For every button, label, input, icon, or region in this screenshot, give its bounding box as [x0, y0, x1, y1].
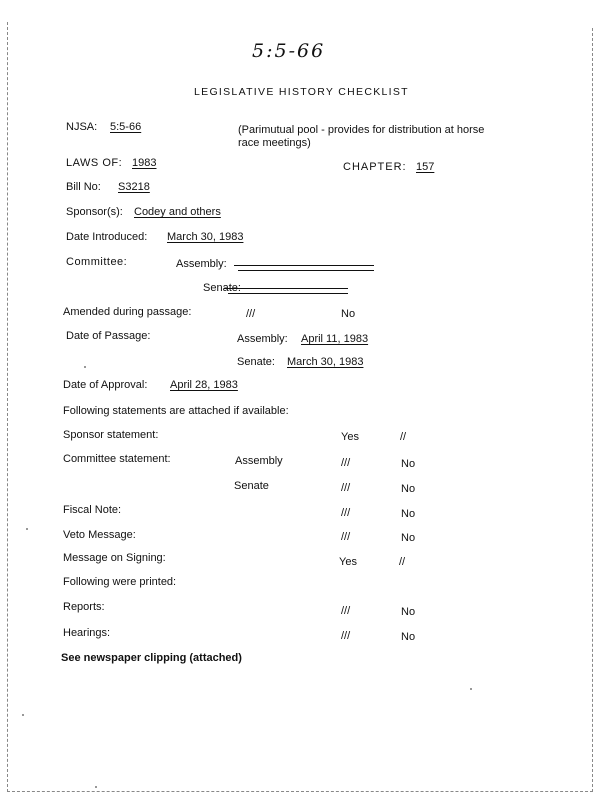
committee-assembly-blank-underline [238, 270, 374, 271]
hearings-label: Hearings: [63, 627, 111, 639]
sponsor-statement-label: Sponsor statement: [63, 429, 159, 441]
veto-message-yes-mark: /// [341, 531, 351, 543]
amended-label: Amended during passage: [63, 306, 192, 318]
veto-message-no: No [401, 532, 416, 544]
committee-senate-blank-underline [228, 293, 348, 294]
committee-label: Committee: [66, 256, 128, 268]
committee-statement-label: Committee statement: [63, 453, 171, 465]
bill-no-value: S3218 [118, 181, 150, 193]
fiscal-note-label: Fiscal Note: [63, 504, 122, 516]
reports-yes-mark: /// [341, 605, 351, 617]
footer-note: See newspaper clipping (attached) [61, 652, 242, 664]
committee-assembly-blank [234, 265, 374, 266]
scan-edge-right [592, 28, 593, 792]
committee-statement-senate-no: No [401, 483, 416, 495]
chapter-label: CHAPTER: [343, 161, 407, 173]
message-on-signing-yes: Yes [339, 556, 357, 568]
laws-of-value: 1983 [132, 157, 157, 169]
scan-edge-bottom [7, 791, 593, 792]
committee-statement-assembly-label: Assembly [235, 455, 283, 467]
message-on-signing-no-mark: // [399, 556, 406, 568]
page-title: LEGISLATIVE HISTORY CHECKLIST [194, 86, 409, 98]
fiscal-note-yes-mark: /// [341, 507, 351, 519]
committee-statement-senate-yes-mark: /// [341, 482, 351, 494]
statements-heading: Following statements are attached if available: [63, 405, 289, 417]
sponsor-statement-yes: Yes [341, 431, 359, 443]
bill-description: (Parimutual pool - provides for distribution at horse race meetings) [238, 124, 485, 149]
passage-assembly-value: April 11, 1983 [301, 333, 369, 345]
scan-speck [84, 366, 86, 368]
committee-senate-blank [224, 288, 348, 289]
committee-statement-assembly-yes-mark: /// [341, 457, 351, 469]
scan-speck [95, 786, 97, 788]
date-of-approval-value: April 28, 1983 [170, 379, 238, 391]
sponsors-value: Codey and others [134, 206, 221, 218]
handwritten-header: 5:5-66 [252, 40, 326, 62]
printed-heading: Following were printed: [63, 576, 177, 588]
sponsor-statement-no-mark: // [400, 431, 407, 443]
scan-edge-left [7, 22, 8, 792]
passage-senate-value: March 30, 1983 [287, 356, 364, 368]
laws-of-label: LAWS OF: [66, 157, 123, 169]
bill-no-label: Bill No: [66, 181, 101, 193]
scan-speck [470, 688, 472, 690]
date-of-approval-label: Date of Approval: [63, 379, 148, 391]
committee-statement-assembly-no: No [401, 458, 416, 470]
veto-message-label: Veto Message: [63, 529, 136, 541]
fiscal-note-no: No [401, 508, 416, 520]
date-introduced-label: Date Introduced: [66, 231, 148, 243]
amended-no: No [341, 308, 356, 320]
scan-speck [22, 714, 24, 716]
amended-yes-mark: /// [246, 308, 256, 320]
passage-assembly-label: Assembly: [237, 333, 288, 345]
passage-senate-label: Senate: [237, 356, 275, 368]
committee-statement-senate-label: Senate [234, 480, 269, 492]
scan-speck [26, 528, 28, 530]
date-of-passage-label: Date of Passage: [66, 330, 151, 342]
reports-no: No [401, 606, 416, 618]
committee-assembly-label: Assembly: [176, 258, 227, 270]
message-on-signing-label: Message on Signing: [63, 552, 166, 564]
hearings-yes-mark: /// [341, 630, 351, 642]
njsa-value: 5:5-66 [110, 121, 142, 133]
sponsors-label: Sponsor(s): [66, 206, 123, 218]
hearings-no: No [401, 631, 416, 643]
date-introduced-value: March 30, 1983 [167, 231, 244, 243]
chapter-value: 157 [416, 161, 435, 173]
committee-senate-label: Senate: [203, 282, 241, 294]
reports-label: Reports: [63, 601, 105, 613]
njsa-label: NJSA: [66, 121, 98, 133]
